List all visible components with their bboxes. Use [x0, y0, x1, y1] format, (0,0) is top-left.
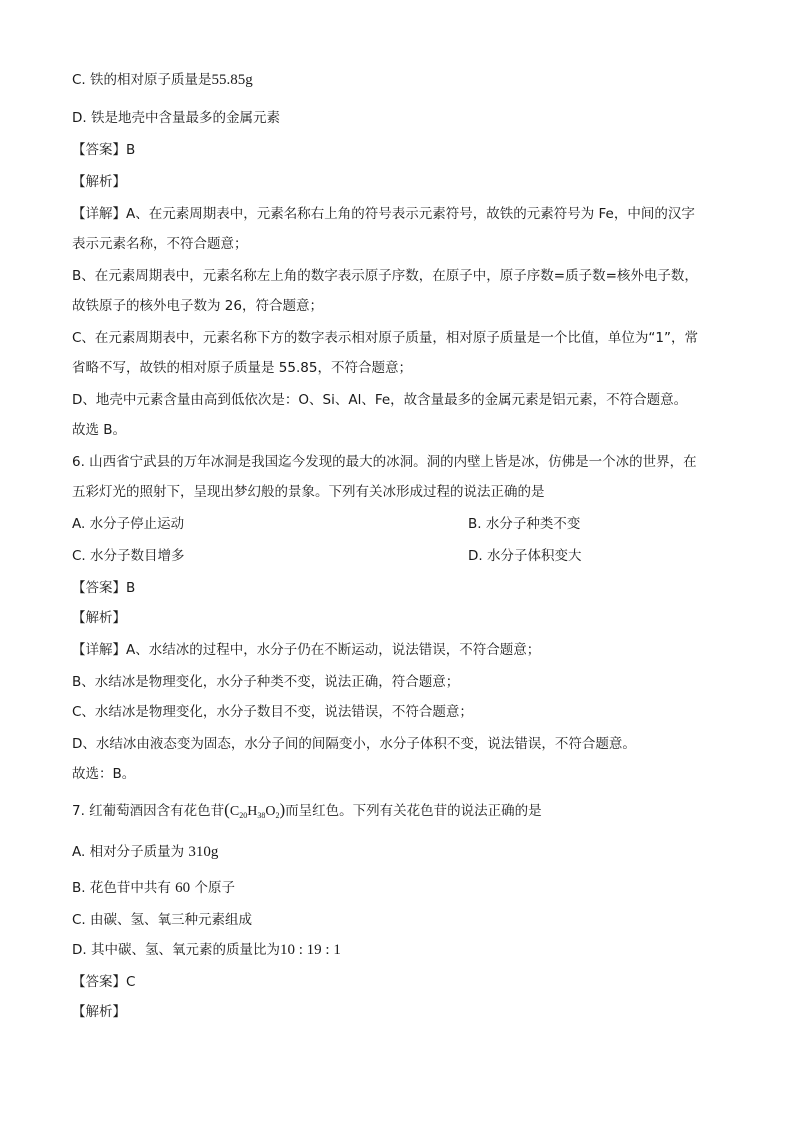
q5-analysis-title: 【解析】: [72, 174, 126, 190]
q6-answer: 【答案】B: [72, 580, 136, 596]
q7-option-a: [72, 842, 732, 862]
q6-conclusion: 故选：B。: [72, 766, 136, 782]
q7-option-d-value: 10 : 19 : 1: [279, 942, 341, 958]
q5-option-d: D. 铁是地壳中含量最多的金属元素: [72, 110, 280, 126]
q7-formula-c-sub: 20: [239, 811, 248, 820]
q5-detail-b-line2: 故铁原子的核外电子数为 26，符合题意；: [72, 298, 323, 314]
q6-detail-b: B、水结冰是物理变化，水分子种类不变，说法正确，符合题意；: [72, 674, 460, 690]
q7-formula-h-sub: 38: [257, 811, 266, 820]
q7-formula-c: C: [229, 804, 240, 819]
q6-analysis-title: 【解析】: [72, 610, 126, 626]
q5-detail-c-line1: C、在元素周期表中，元素名称下方的数字表示相对原子质量，相对原子质量是一个比值，单位为“1”，常: [72, 330, 699, 346]
q7-option-d: [72, 940, 732, 960]
q5-option-c-value: 55.85g: [211, 72, 253, 88]
q5-conclusion: 故选 B。: [72, 422, 127, 438]
q5-option-c-text: C. 铁的相对原子质量是: [72, 72, 212, 88]
q6-option-a: A. 水分子停止运动: [72, 516, 185, 532]
q5-detail-d: D、地壳中元素含量由高到低依次是：O、Si、Al、Fe，故含量最多的金属元素是铝元素，不符合题意。: [72, 392, 688, 408]
q6-detail-d: D、水结冰由液态变为固态，水分子间的间隔变小，水分子体积不变，说法错误，不符合题意。: [72, 736, 636, 752]
q5-detail-a-line2: 表示元素名称，不符合题意；: [72, 236, 248, 252]
q6-options-row2: [72, 546, 732, 566]
q7-option-b-suffix: 个原子: [194, 880, 235, 896]
q7-formula-close-paren: ): [279, 800, 286, 819]
q7-option-c: C. 由碳、氢、氧三种元素组成: [72, 912, 253, 928]
q7-option-a-value: 310g: [188, 844, 219, 860]
q6-options-row1: [72, 514, 732, 534]
q7-option-b-text: B. 花色苷中共有: [72, 880, 171, 896]
q6-option-b: B. 水分子种类不变: [468, 516, 581, 532]
q7-formula-o: O: [265, 804, 276, 819]
q7-formula-o-sub: 2: [275, 811, 280, 820]
q6-stem-line2: 五彩灯光的照射下，呈现出梦幻般的景象。下列有关冰形成过程的说法正确的是: [72, 484, 545, 500]
q6-option-d: D. 水分子体积变大: [468, 548, 582, 564]
q7-analysis-title: 【解析】: [72, 1004, 126, 1020]
q7-option-b: [72, 878, 732, 898]
q6-detail-a: 【详解】A、水结冰的过程中，水分子仍在不断运动，说法错误，不符合题意；: [72, 642, 541, 658]
q6-stem-line1: 6. 山西省宁武县的万年冰洞是我国迄今发现的最大的冰洞。洞的内壁上皆是冰，仿佛是一个冰的世界，在: [72, 454, 697, 470]
q7-formula: [230, 804, 280, 819]
q7-stem-suffix: 而呈红色。下列有关花色苷的说法正确的是: [285, 803, 542, 819]
q7-option-d-text: D. 其中碳、氢、氧元素的质量比为: [72, 942, 280, 958]
q7-option-b-value: 60: [175, 880, 191, 896]
q7-option-a-text: A. 相对分子质量为: [72, 844, 185, 860]
q7-stem: [72, 800, 732, 822]
q5-detail-c-line2: 省略不写，故铁的相对原子质量是 55.85，不符合题意；: [72, 360, 412, 376]
q6-detail-c: C、水结冰是物理变化，水分子数目不变，说法错误，不符合题意；: [72, 704, 473, 720]
q5-option-c: [72, 70, 732, 90]
q6-option-c: C. 水分子数目增多: [72, 548, 185, 564]
q7-formula-h: H: [247, 804, 258, 819]
q5-detail-b-line1: B、在元素周期表中，元素名称左上角的数字表示原子序数，在原子中，原子序数=质子数=核外电子数，: [72, 268, 698, 284]
q7-stem-prefix: 7. 红葡萄酒因含有花色苷: [72, 803, 225, 819]
q5-detail-a-line1: 【详解】A、在元素周期表中，元素名称右上角的符号表示元素符号，故铁的元素符号为 Fe，中间的汉字: [72, 206, 695, 222]
q7-answer: 【答案】C: [72, 974, 136, 990]
q5-answer: 【答案】B: [72, 142, 136, 158]
q7-formula-open-paren: (: [224, 800, 230, 819]
